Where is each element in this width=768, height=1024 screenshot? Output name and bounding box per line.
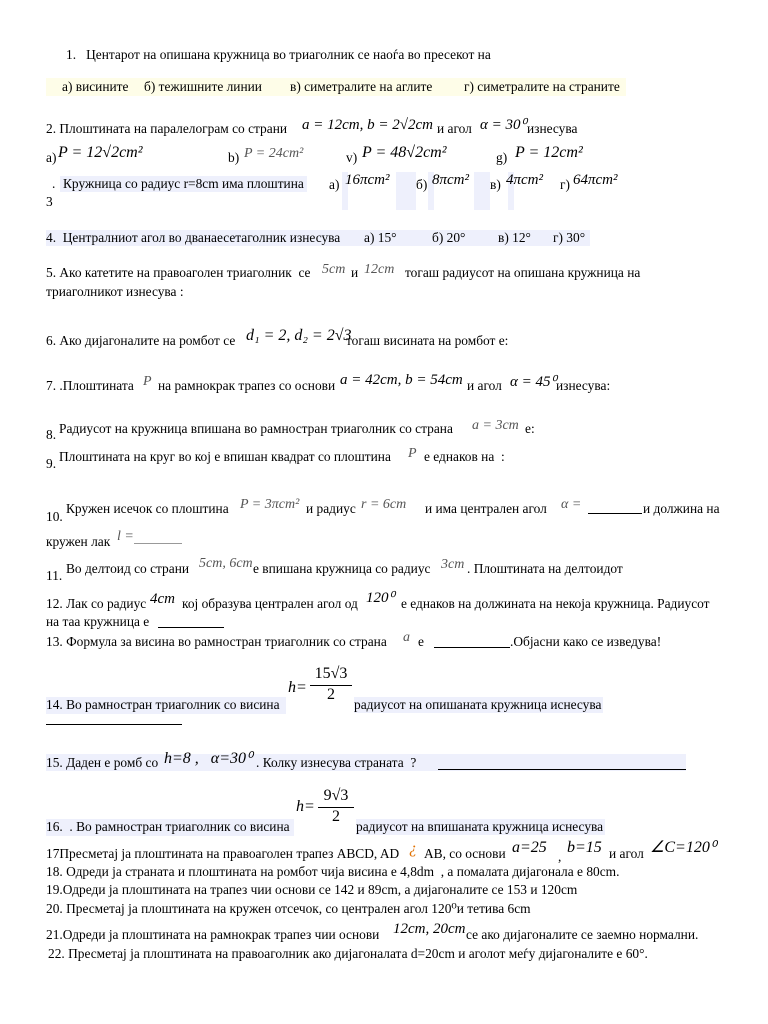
q3-option-v-label: в) (490, 177, 501, 192)
q16-numerator: 9√3 (323, 787, 349, 804)
q7-mid-2: и агол (467, 378, 502, 393)
q14-answer-blank[interactable] (46, 724, 182, 725)
q5-math-2: 12cm (364, 262, 395, 277)
q17-angle: ∠C=120⁰ (650, 839, 717, 856)
q4-option-a: а) 15° (364, 230, 397, 245)
q1-option-v: в) симетралите на аглите (290, 79, 433, 94)
q17-math-a: a=25 (512, 839, 547, 856)
q11-number: 11. (46, 568, 63, 583)
question-13-text: 13. Формула за висина во рамностран триаголник со страна (46, 634, 387, 649)
q3-option-g-label: г) (560, 177, 570, 192)
q16-denominator: 2 (332, 808, 340, 825)
q7-angle: α = 45⁰ (510, 374, 557, 390)
question-5-text: 5. Ако катетите на правоаголен триаголник се (46, 265, 311, 280)
question-1-options (46, 78, 626, 96)
q3-lead: . (52, 176, 56, 191)
question-11-text: Во делтоид со страни (66, 561, 190, 576)
q2-option-a: P = 12√2cm² (58, 144, 143, 161)
q5-and: и (351, 265, 359, 280)
highlight-patch (396, 172, 416, 210)
q2-option-b: P = 24cm² (244, 146, 304, 161)
question-21-text: 21.Одреди ја плоштината на рамнокрак трапез чии основи (46, 927, 380, 942)
question-4-text: 4. Централниот агол во дванаесетаголник изнесува (46, 230, 341, 245)
q17-math-b: b=15 (567, 839, 602, 856)
q13-mid: е (418, 634, 424, 649)
q12-end: е еднаков на должината на некоја кружница. Радиусот (401, 596, 710, 611)
q3-option-b: 8πcm² (432, 172, 470, 188)
q6-math: d₁ = 2, d₂ = 2√3 (246, 327, 352, 344)
q5-text-2: тогаш радиусот на опишана кружница на (405, 265, 641, 280)
q14-numerator: 15√3 (314, 665, 348, 682)
q14-end: радиусот на опишаната кружница иснесува (354, 697, 602, 712)
q15-answer-blank[interactable] (438, 755, 686, 770)
q17-mid: AB, со основи (424, 846, 506, 861)
q21-end: се ако дијагоналите се заемно нормални. (466, 927, 699, 942)
q10-end: и должина на (643, 501, 720, 516)
q15-end: . Колку изнесува страната ? (256, 755, 417, 770)
q8-math: a = 3cm (472, 418, 519, 433)
question-16-text: 16. . Во рамностран триаголник со висина (46, 819, 294, 836)
q13-answer-blank[interactable] (434, 635, 510, 648)
q2-math-sides: a = 12cm, b = 2√2cm (302, 117, 433, 133)
q7-mid: на рамнокрак трапез со основи (158, 378, 336, 393)
q3-option-a: 16πcm² (345, 172, 390, 188)
q16-h: h= (296, 798, 315, 815)
q4-option-g: г) 30° (553, 230, 586, 245)
q12-mid: кој образува централен агол од (182, 596, 358, 611)
q9-number: 9. (46, 456, 57, 471)
q10-line-2: кружен лак (46, 534, 111, 549)
q4-option-b: б) 20° (432, 230, 466, 245)
q6-end: тогаш висината на ромбот е: (346, 333, 509, 348)
question-10-text: Кружен исечок со плоштина (66, 501, 229, 516)
q13-end: .Објасни како се изведува! (510, 634, 662, 649)
q12-math-a: 120⁰ (366, 590, 395, 606)
question-2-text: 2. Плоштината на паралелограм со страни (46, 121, 288, 136)
q17-mid-2: и агол (609, 846, 644, 861)
question-19-text: 19.Одреди ја плоштината на трапез чии основи се 142 и 89cm, а дијагоналите се 153 и 120cm (46, 882, 578, 897)
question-4-line (46, 230, 590, 246)
q11-end: . Плоштината на делтоидот (467, 561, 623, 576)
q7-math-p: P (143, 374, 152, 389)
question-1-text: 1. Центарот на опишана кружница во триаголник се наоѓа во пресекот на (66, 47, 491, 62)
q2-option-g-label: g) (496, 150, 508, 165)
question-20-text: 20. Пресметај ја плоштината на кружен отсечок, со централен агол 120⁰и тетива 6cm (46, 901, 531, 916)
q9-math: P (408, 446, 417, 461)
q1-option-a: а) висините (62, 79, 129, 94)
q10-math-p: P = 3πcm² (240, 497, 300, 512)
q15-math: h=8 , α=30⁰ (164, 750, 253, 767)
question-6-text: 6. Ако дијагоналите на ромбот се (46, 333, 236, 348)
highlight-patch (474, 172, 490, 210)
q10-alpha: α = (561, 497, 582, 512)
q2-option-b-label: b) (228, 150, 240, 165)
q3-option-g: 64πcm² (573, 172, 618, 188)
q11-math: 5cm, 6cm (199, 556, 253, 571)
q10-math-l: l = (117, 529, 134, 544)
q2-option-g: P = 12cm² (515, 144, 583, 161)
q17-symbol: ¿ (409, 840, 417, 857)
question-18-text: 18. Одреди ја страната и плоштината на ромбот чија висина е 4,8dm , а помалата дијагонала е 80cm. (46, 864, 620, 879)
q14-denominator: 2 (327, 686, 335, 703)
q10-answer-blank[interactable] (588, 501, 642, 514)
q9-end: е еднаков на : (424, 449, 505, 464)
q10-math-r: r = 6cm (361, 497, 407, 512)
q13-math: a (403, 630, 410, 645)
q3-number: 3 (46, 194, 53, 209)
q3-option-a-label: а) (329, 177, 340, 192)
q10-mid-2: и има централен агол (425, 501, 547, 516)
q17-comma: , (558, 849, 562, 864)
q2-math-angle: α = 30⁰ (480, 117, 527, 133)
q7-math: a = 42cm, b = 54cm (340, 372, 463, 388)
q21-math: 12cm, 20cm (393, 921, 466, 937)
q12-answer-blank[interactable] (158, 615, 224, 628)
q10-number: 10. (46, 509, 63, 524)
question-9-text: Плоштината на круг во кој е впишан квадрат со плоштина (59, 449, 391, 464)
q2-option-v: P = 48√2cm² (362, 144, 447, 161)
q1-option-g: г) симетралите на страните (464, 79, 620, 94)
q14-h: h= (288, 679, 307, 696)
q2-option-a-label: а) (46, 150, 57, 165)
q10-mid: и радиус (306, 501, 356, 516)
question-14-text: 14. Во рамностран триаголник со висина (46, 697, 286, 714)
question-15-text: 15. Даден е ромб со (46, 755, 159, 770)
q10-arc-blank[interactable] (134, 543, 182, 544)
question-15-line (46, 750, 686, 771)
q14-fraction (310, 665, 352, 704)
question-3-text: Кружница со радиус r=8cm има плоштина (60, 176, 307, 192)
q8-number: 8. (46, 427, 57, 442)
q3-option-v: 4πcm² (506, 172, 544, 188)
question-17-text: 17Пресметај ја плоштината на правоаголен трапез ABCD, AD (46, 846, 400, 861)
question-22-text: 22. Пресметај ја плоштината на правоаголник ако дијагоналата d=20cm и аголот меѓу дијагоналите е 60°. (48, 946, 648, 961)
q16-end: радиусот на впишаната кружница иснесува (356, 819, 604, 834)
question-8-text: Радиусот на кружница впишана во рамностран триаголник со страна (59, 421, 453, 436)
q16-fraction (318, 787, 354, 826)
q12-math-r: 4cm (150, 591, 175, 607)
q11-mid: е впишана кружница со радиус (253, 561, 431, 576)
q3-option-b-label: б) (416, 177, 428, 192)
q5-math-1: 5cm (322, 262, 346, 277)
question-12-text: 12. Лак со радиус (46, 596, 147, 611)
q11-math-r: 3cm (441, 557, 465, 572)
q4-option-v: в) 12° (498, 230, 531, 245)
q8-end: е: (525, 421, 535, 436)
q2-end: изнесува (527, 121, 578, 136)
q2-option-v-label: v) (346, 150, 358, 165)
q1-option-b: б) тежишните линии (144, 79, 262, 94)
q2-mid: и агол (437, 121, 472, 136)
q12-line-2: на таа кружница е (46, 614, 150, 629)
q5-text-3: триаголникот изнесува : (46, 284, 184, 299)
question-7-text: 7. .Плоштината (46, 378, 134, 393)
q7-end: изнесува: (556, 378, 611, 393)
